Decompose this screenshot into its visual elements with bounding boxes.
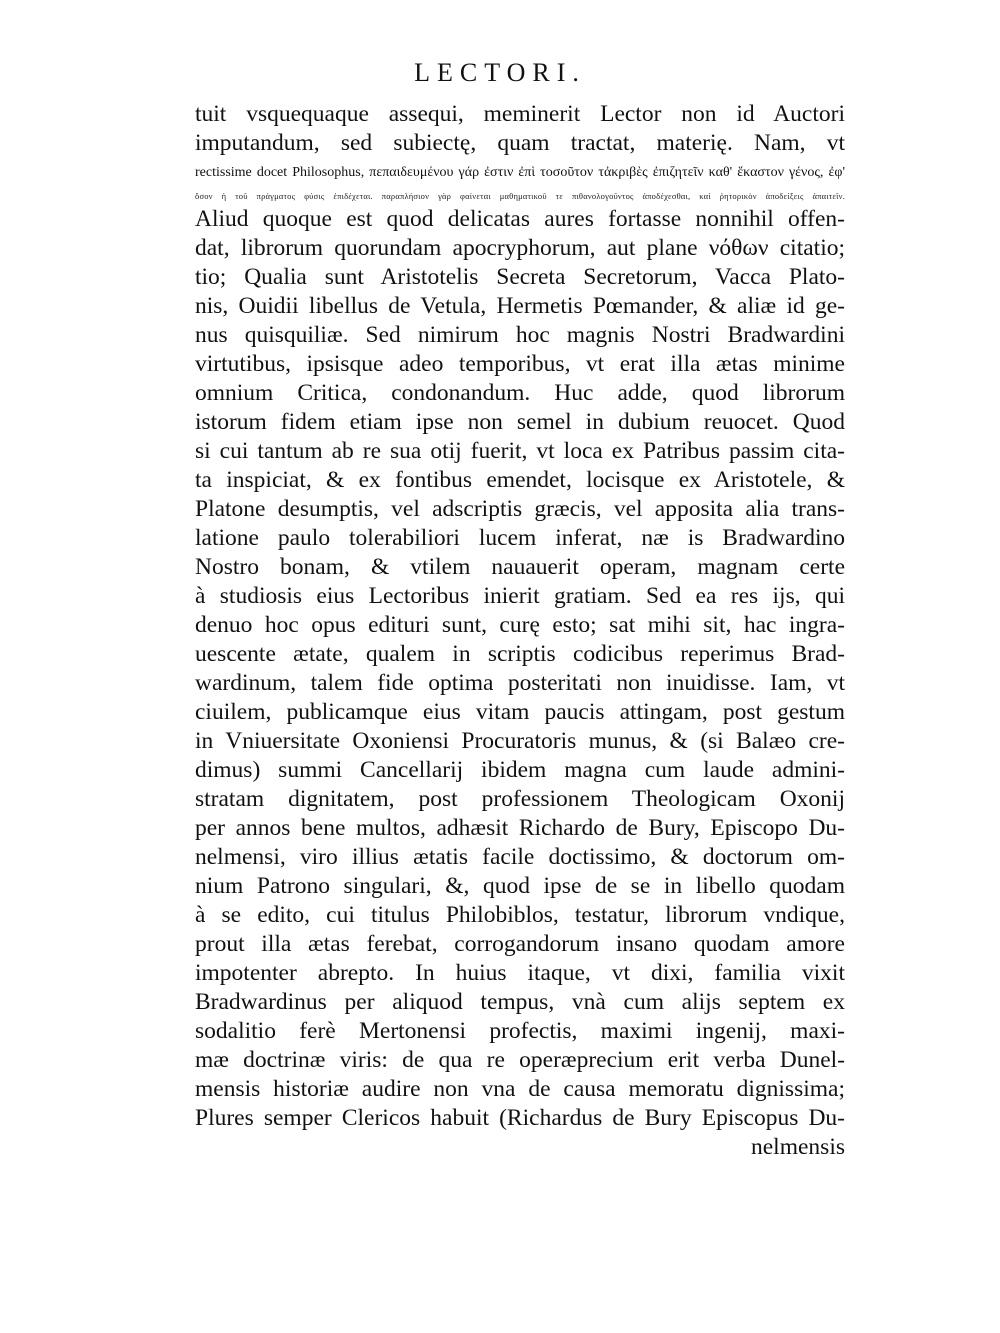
text-line: si cui tantum ab re sua otij fuerit, vt loca ex Patribus passim cita- [195,438,845,464]
text-line: nus quisquiliæ. Sed nimirum hoc magnis Nostri Bradwardini [195,322,845,348]
text-line: imputandum, sed subiectę, quam tractat, materię. Nam, vt [195,130,845,156]
text-line: wardinum, talem fide optima posteritati non inuidisse. Iam, vt [195,670,845,696]
text-line: stratam dignitatem, post professionem Theologicam Oxonij [195,786,845,812]
text-line: prout illa ætas ferebat, corrogandorum insano quodam amore [195,931,845,957]
text-line: rectissime docet Philosophus, πεπαιδευμένου γάρ ἐστιν ἐπὶ τοσοῦτον τἀκριβὲς ἐπιζητεῖν καθ' ἕκαστον γένος, ἐφ' [195,165,845,180]
text-line: Aliud quoque est quod delicatas aures fortasse nonnihil offen- [195,206,845,232]
text-line: Platone desumptis, vel adscriptis græcis, vel apposita alia trans- [195,496,845,522]
text-line: denuo hoc opus edituri sunt, curę esto; sat mihi sit, hac ingra- [195,612,845,638]
text-line: tio; Qualia sunt Aristotelis Secreta Secretorum, Vacca Plato- [195,264,845,290]
text-line: nelmensi, viro illius ætatis facile doctissimo, & doctorum om- [195,844,845,870]
running-head: LECTORI. [414,58,586,87]
text-line: istorum fidem etiam ipse non semel in dubium reuocet. Quod [195,409,845,435]
text-line: à se edito, cui titulus Philobiblos, testatur, librorum vndique, [195,902,845,928]
text-line: dimus) summi Cancellarij ibidem magna cum laude admini- [195,757,845,783]
text-line: nis, Ouidii libellus de Vetula, Hermetis Pœmander, & aliæ id ge- [195,293,845,319]
text-line: à studiosis eius Lectoribus inierit gratiam. Sed ea res ijs, qui [195,583,845,609]
text-line: uescente ætate, qualem in scriptis codicibus reperimus Brad- [195,641,845,667]
text-line: Nostro bonam, & vtilem nauauerit operam, magnam certe [195,554,845,580]
text-line: Bradwardinus per aliquod tempus, vnà cum alijs septem ex [195,989,845,1015]
text-line: in Vniuersitate Oxoniensi Procuratoris munus, & (si Balæo cre- [195,728,845,754]
text-line: omnium Critica, condonandum. Huc adde, quod librorum [195,380,845,406]
text-line: latione paulo tolerabiliori lucem inferat, næ is Bradwardino [195,525,845,551]
text-line: nium Patrono singulari, &, quod ipse de se in libello quodam [195,873,845,899]
text-line: tuit vsquequaque assequi, meminerit Lector non id Auctori [195,101,845,127]
text-line: ta inspiciat, & ex fontibus emendet, locisque ex Aristotele, & [195,467,845,493]
text-block [195,100,845,1162]
text-line: ciuilem, publicamque eius vitam paucis attingam, post gestum [195,699,845,725]
text-line: virtutibus, ipsisque adeo temporibus, vt erat illa ætas minime [195,351,845,377]
text-line: dat, librorum quorundam apocryphorum, aut plane νόθων citatio; [195,235,845,261]
text-line: mæ doctrinæ viris: de qua re operæprecium erit verba Dunel- [195,1047,845,1073]
text-line: Plures semper Clericos habuit (Richardus de Bury Episcopus Du- [195,1105,845,1131]
text-line: mensis historiæ audire non vna de causa memoratu dignissima; [195,1076,845,1102]
text-line: sodalitio ferè Mertonensi profectis, maximi ingenij, maxi- [195,1018,845,1044]
greek-quotation-line: ὅσον ἡ τοῦ πράγματος φύσις ἐπιδέχεται. παραπλήσιον γὰρ φαίνεται μαθηματικοῦ τε πιθανολογοῦντος ἀποδέχεσθαι, καὶ ῥητορικὸν ἀποδείξεις ἀπαιτεῖν. [195,191,845,201]
text-line: impotenter abrepto. In huius itaque, vt dixi, familia vixit [195,960,845,986]
catchword: nelmensis [751,1134,845,1160]
text-line: per annos bene multos, adhæsit Richardo de Bury, Episcopo Du- [195,815,845,841]
